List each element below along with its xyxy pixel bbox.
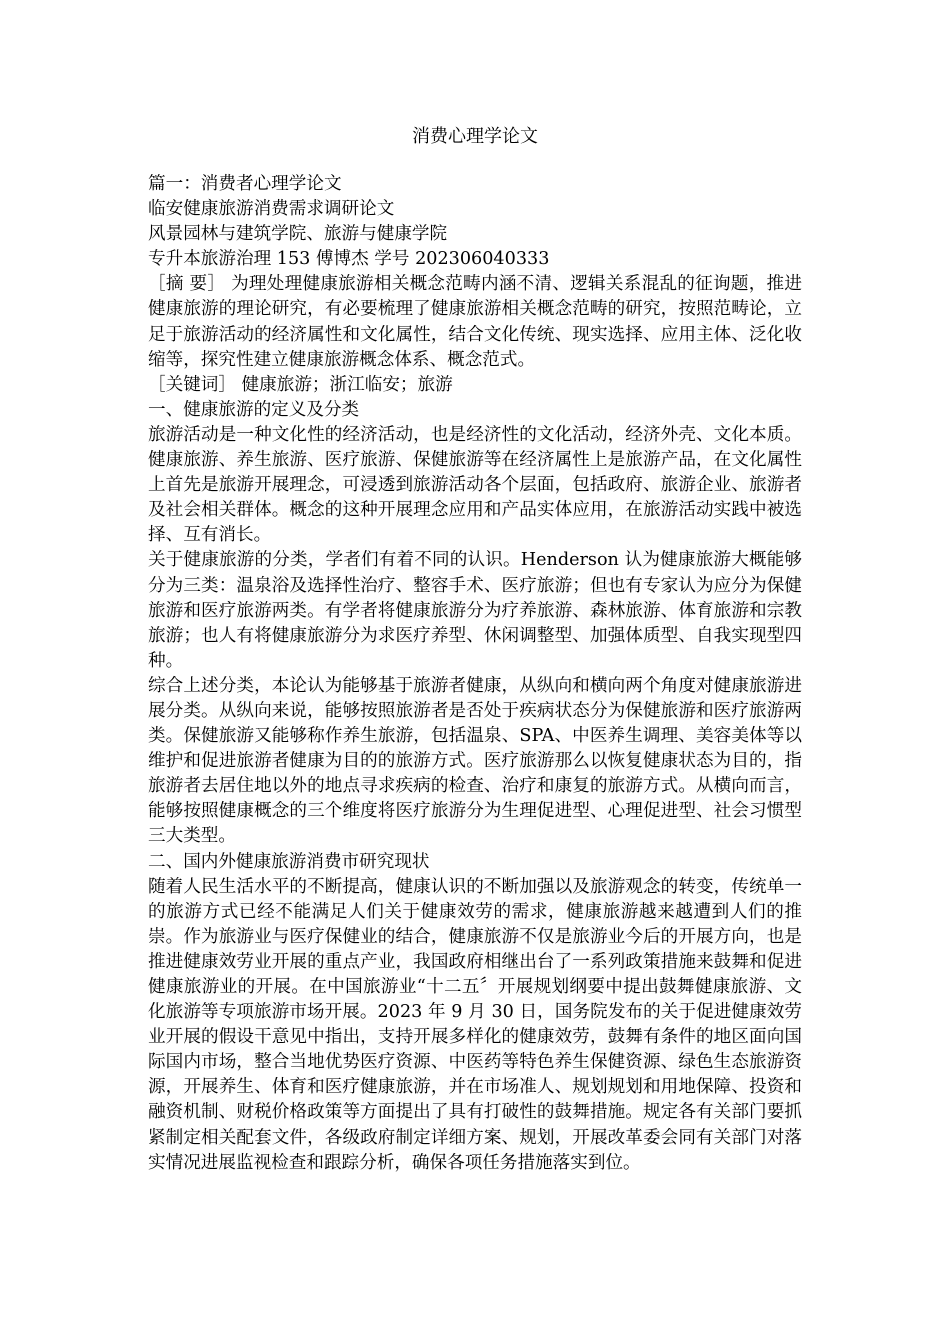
paper-title: 临安健康旅游消费需求调研论文: [148, 199, 395, 220]
document-title: 消费心理学论文: [412, 126, 538, 147]
body-paragraph: 旅游活动是一种文化性的经济活动，也是经济性的文化活动，经济外壳、文化本质。健康旅游、养生旅游、医疗旅游、保健旅游等在经济属性上是旅游产品，在文化属性上首先是旅游开展理念，可浸透到旅游活动各个层面，包括政府、旅游企业、旅游者及社会相关群体。概念的这种开展理念应用和产品实体应用，在旅游活动实践中被选择、互有消长。: [148, 424, 802, 546]
heading-2: 二、国内外健康旅游消费市研究现状: [148, 851, 430, 872]
document-body: [148, 172, 802, 1176]
author-affiliation: 风景园林与建筑学院、旅游与健康学院: [148, 224, 448, 245]
author-info: 专升本旅游治理 153 傅博杰 学号 202306040333: [148, 249, 550, 270]
body-paragraph: 随着人民生活水平的不断提高，健康认识的不断加强以及旅游观念的转变，传统单一的旅游方式已经不能满足人们关于健康效劳的需求，健康旅游越来越遭到人们的推崇。作为旅游业与医疗保健业的结合，健康旅游不仅是旅游业今后的开展方向，也是推进健康效劳业开展的重点产业，我国政府相继出台了一系列政策措施来鼓舞和促进健康旅游业的开展。在中国旅游业“十二五〞开展规划纲要中提出鼓舞健康旅游、文化旅游等专项旅游市场开展。2023 年 9 月 30 日，国务院发布的关于促进健康效劳业开展的假设干意见中指出，支持开展多样化的健康效劳，鼓舞有条件的地区面向国际国内市场，整合当地优势医疗资源、中医药等特色养生保健资源、绿色生态旅游资源，开展养生、体育和医疗健康旅游，并在市场准人、规划规划和用地保障、投资和融资机制、财税价格政策等方面提出了具有打破性的鼓舞措施。规定各有关部门要抓紧制定相关配套文件，各级政府制定详细方案、规划，开展改革委会同有关部门对落实情况进展监视检查和跟踪分析，确保各项任务措施落实到位。: [148, 876, 802, 1173]
abstract: ［摘 要］ 为理处理健康旅游相关概念范畴内涵不清、逻辑关系混乱的征询题，推进健康旅游的理论研究，有必要梳理了健康旅游相关概念范畴的研究，按照范畴论，立足于旅游活动的经济属性和文化属性，结合文化传统、现实选择、应用主体、泛化收缩等，探究性建立健康旅游概念体系、概念范式。: [148, 274, 802, 370]
section-label: 篇一：消费者心理学论文: [148, 174, 342, 194]
heading-1: 一、健康旅游的定义及分类: [148, 399, 360, 420]
keywords: ［关键词］ 健康旅游；浙江临安；旅游: [148, 374, 453, 395]
body-paragraph: 关于健康旅游的分类，学者们有着不同的认识。Henderson 认为健康旅游大概能够分为三类：温泉浴及选择性治疗、整容手术、医疗旅游；但也有专家认为应分为保健旅游和医疗旅游两类。有学者将健康旅游分为疗养旅游、森林旅游、体育旅游和宗教旅游；也人有将健康旅游分为求医疗养型、休闲调整型、加强体质型、自我实现型四种。: [148, 550, 802, 671]
body-paragraph: 综合上述分类，本论认为能够基于旅游者健康，从纵向和横向两个角度对健康旅游进展分类。从纵向来说，能够按照旅游者是否处于疾病状态分为保健旅游和医疗旅游两类。保健旅游又能够称作养生旅游，包括温泉、SPA、中医养生调理、美容美体等以维护和促进旅游者健康为目的的旅游方式。医疗旅游那么以恢复健康状态为目的，指旅游者去居住地以外的地点寻求疾病的检查、治疗和康复的旅游方式。从横向而言，能够按照健康概念的三个维度将医疗旅游分为生理促进型、心理促进型、社会习惯型三大类型。: [148, 675, 802, 847]
